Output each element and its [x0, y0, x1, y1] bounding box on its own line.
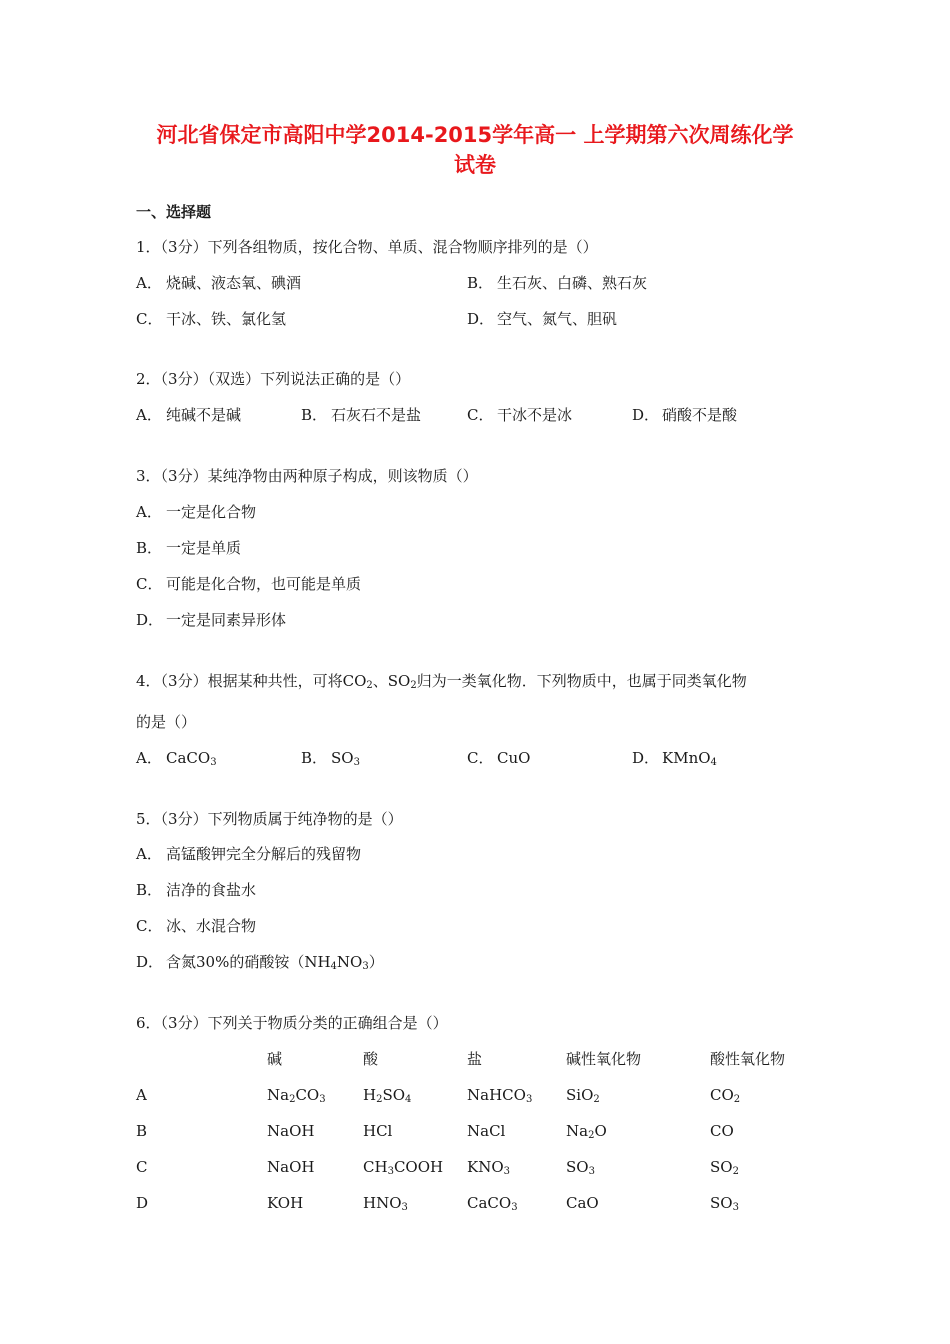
- table-cell: HCl: [363, 1122, 393, 1140]
- table-cell: $SO_3$: [710, 1194, 739, 1213]
- q3-option-b: B． 一定是单质: [136, 539, 242, 557]
- q4-option-d: D． KMnO$_4$: [632, 749, 717, 768]
- question-4-stem-line2: 的是（）: [136, 713, 197, 731]
- q4-option-b: B． $SO_3$: [301, 749, 360, 768]
- q1-option-a: A． 烧碱、液态氧、碘酒: [136, 274, 302, 292]
- exam-title-line1: 河北省保定市高阳中学2014-2015学年高一 上学期第六次周练化学: [156, 123, 794, 147]
- q2-option-a: A． 纯碱不是碱: [136, 406, 242, 424]
- question-5-stem: 5．（3分）下列物质属于纯净物的是（）: [136, 810, 403, 828]
- q4-option-a: A． CaCO$_3$: [136, 749, 217, 768]
- table-cell: $HNO_3$: [363, 1194, 408, 1213]
- table-header: 盐: [467, 1050, 483, 1068]
- q5-option-d: D． 含氮30%的硝酸铵$(NH_4NO_3)$: [136, 953, 384, 972]
- table-cell: NaHCO$_3$: [467, 1086, 533, 1105]
- q1-option-b: B． 生石灰、白磷、熟石灰: [467, 274, 648, 292]
- table-header: 酸性氧化物: [710, 1050, 786, 1068]
- table-cell: $H_2SO_4$: [363, 1086, 412, 1105]
- q2-option-c: C． 干冰不是冰: [467, 406, 573, 424]
- question-3-stem: 3．（3分）某纯净物由两种原子构成，则该物质（）: [136, 467, 478, 485]
- table-cell: SiO$_2$: [566, 1086, 600, 1105]
- exam-title-line2: 试卷: [454, 153, 496, 177]
- table-header: 碱: [267, 1050, 283, 1068]
- table-cell: NaOH: [267, 1158, 315, 1176]
- table-cell: CO: [710, 1122, 734, 1140]
- table-cell: $KNO_3$: [467, 1158, 511, 1177]
- table-row-label: C: [136, 1158, 148, 1176]
- q4-option-c: C． CuO: [467, 749, 531, 767]
- section-heading: 一、选择题: [136, 203, 212, 221]
- q5-option-a: A． 高锰酸钾完全分解后的残留物: [136, 845, 362, 863]
- table-cell: NaCl: [467, 1122, 506, 1140]
- table-cell: CaO: [566, 1194, 599, 1212]
- table-cell: $SO_2$: [710, 1158, 739, 1177]
- table-cell: NaOH: [267, 1122, 315, 1140]
- q2-option-d: D． 硝酸不是酸: [632, 406, 738, 424]
- q3-option-d: D． 一定是同素异形体: [136, 611, 287, 629]
- question-4-stem: 4．（3分）根据某种共性，可将$CO_2$、$SO_2$归为一类氧化物．下列物质中，也属于同类氧化物: [136, 672, 747, 691]
- question-2-stem: 2．（3分）（双选）下列说法正确的是（）: [136, 370, 411, 388]
- table-row-label: B: [136, 1122, 148, 1140]
- table-cell: KOH: [267, 1194, 304, 1212]
- table-row-label: D: [136, 1194, 149, 1212]
- table-cell: CaCO$_3$: [467, 1194, 518, 1213]
- table-header: 碱性氧化物: [566, 1050, 642, 1068]
- q3-option-a: A． 一定是化合物: [136, 503, 257, 521]
- table-cell: $SO_3$: [566, 1158, 595, 1177]
- q1-option-d: D． 空气、氮气、胆矾: [467, 310, 618, 328]
- table-cell: $Na_2CO_3$: [267, 1086, 326, 1105]
- table-row-label: A: [136, 1086, 147, 1104]
- question-6-stem: 6．（3分）下列关于物质分类的正确组合是（）: [136, 1014, 448, 1032]
- q5-option-c: C． 冰、水混合物: [136, 917, 257, 935]
- q1-option-c: C． 干冰、铁、氯化氢: [136, 310, 287, 328]
- q2-option-b: B． 石灰石不是盐: [301, 406, 422, 424]
- table-header: 酸: [363, 1050, 379, 1068]
- q5-option-b: B． 洁净的食盐水: [136, 881, 257, 899]
- table-cell: $CH_3COOH$: [363, 1158, 444, 1177]
- table-cell: $Na_2O$: [566, 1122, 607, 1141]
- table-cell: $CO_2$: [710, 1086, 741, 1105]
- q3-option-c: C． 可能是化合物，也可能是单质: [136, 575, 362, 593]
- question-1-stem: 1．（3分）下列各组物质，按化合物、单质、混合物顺序排列的是（）: [136, 238, 598, 256]
